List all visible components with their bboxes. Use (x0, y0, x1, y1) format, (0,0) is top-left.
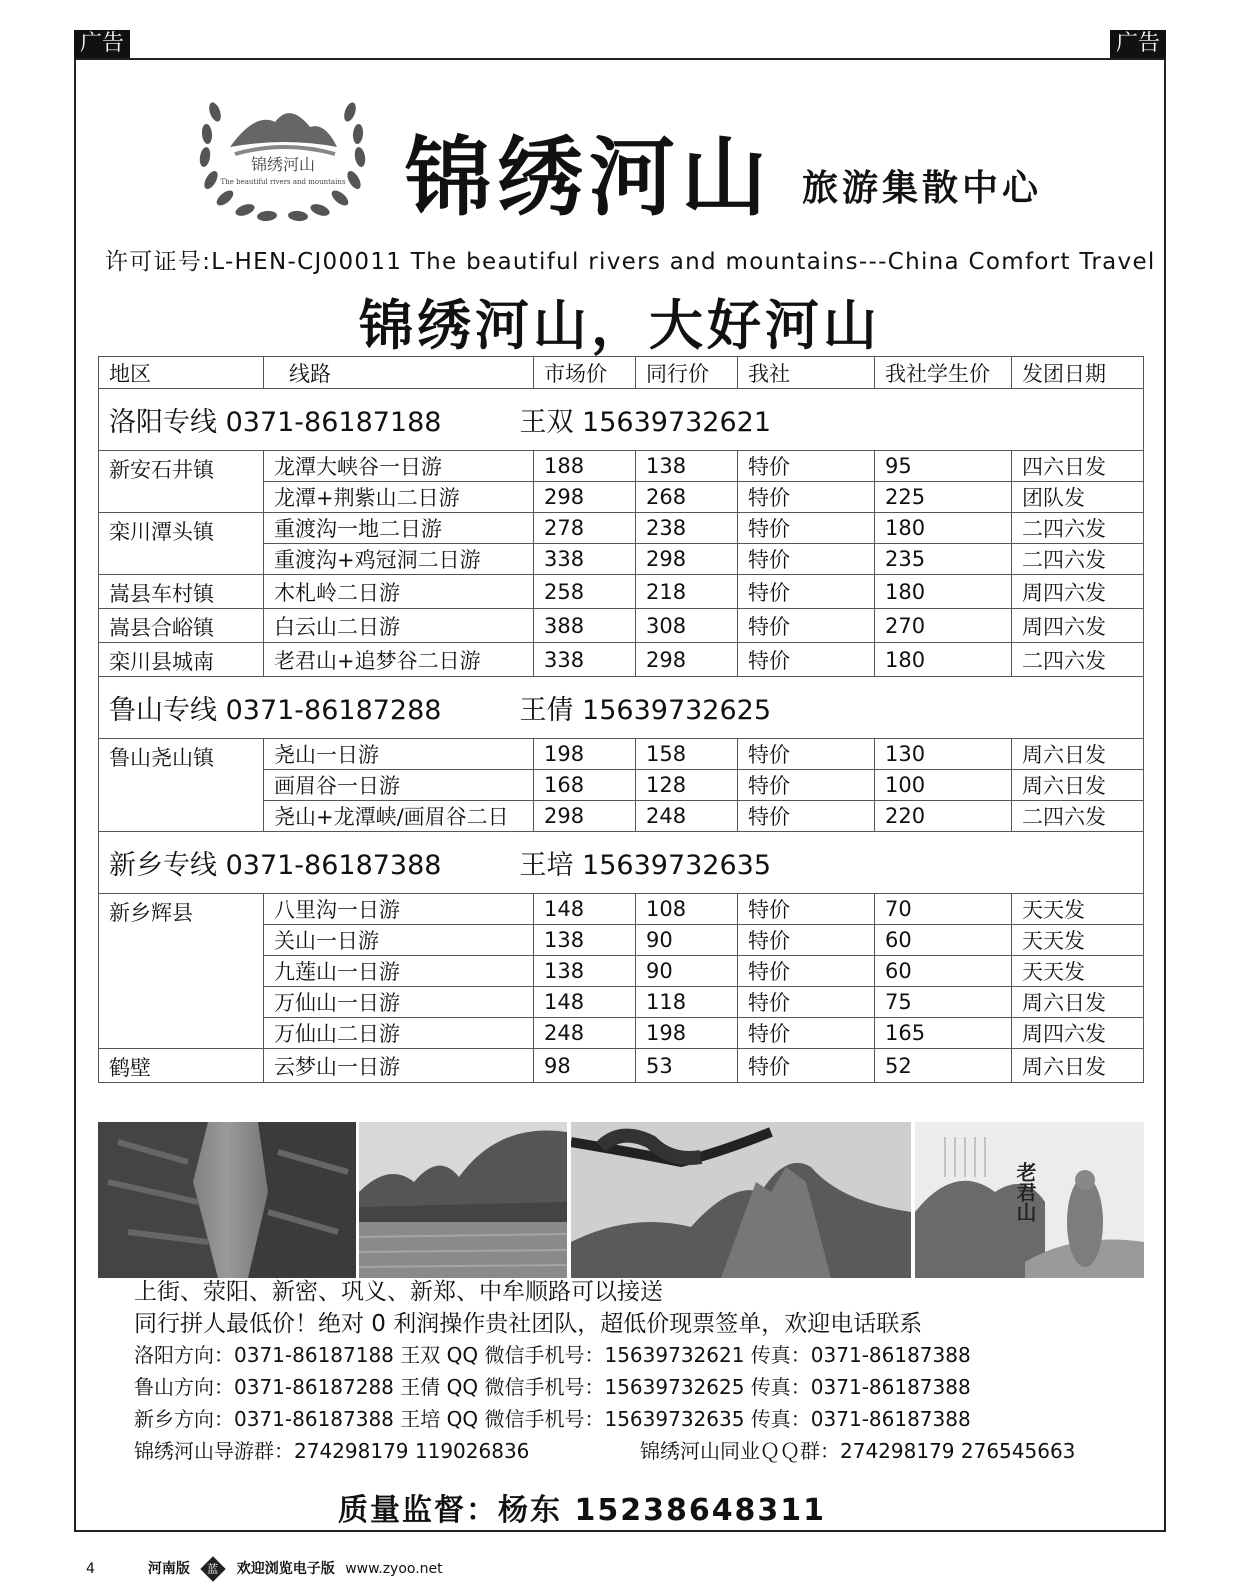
peer-price-cell: 138 (636, 451, 738, 482)
peer-price-cell: 218 (636, 575, 738, 609)
route-cell: 万仙山一日游 (264, 987, 534, 1018)
dates-cell: 周六日发 (1012, 1049, 1144, 1083)
region-cell: 嵩县车村镇 (99, 575, 264, 609)
section-line-row (99, 677, 1144, 739)
our-price-cell: 特价 (738, 1049, 875, 1083)
our-price-cell: 特价 (738, 1018, 875, 1049)
page-number: 4 (86, 1561, 95, 1577)
student-price-cell: 180 (875, 643, 1012, 677)
diamond-badge-icon: 蓝 (201, 1556, 226, 1581)
header-peer-price: 同行价 (636, 357, 738, 389)
line-contact: 王双 15639732621 (519, 407, 772, 438)
route-cell: 云梦山一日游 (264, 1049, 534, 1083)
route-price-table (98, 356, 1144, 1083)
table-header-row (99, 357, 1144, 389)
student-price-cell: 270 (875, 609, 1012, 643)
market-price-cell: 168 (534, 770, 636, 801)
photo-caption: 老君山 (1013, 1162, 1037, 1222)
market-price-cell: 138 (534, 956, 636, 987)
peer-price-cell: 90 (636, 956, 738, 987)
region-cell: 鲁山尧山镇 (99, 739, 264, 832)
edition-label: 河南版 (147, 1561, 190, 1577)
peer-price-cell: 248 (636, 801, 738, 832)
dates-cell: 二四六发 (1012, 544, 1144, 575)
dates-cell: 周四六发 (1012, 1018, 1144, 1049)
dates-cell: 二四六发 (1012, 801, 1144, 832)
region-cell: 新安石井镇 (99, 451, 264, 513)
brand-subtitle: 旅游集散中心 (802, 168, 1043, 209)
pickup-note: 上街、荥阳、新密、巩义、新郑、中牟顺路可以接送 (134, 1279, 663, 1305)
pine-peak-photo (571, 1122, 911, 1278)
table-row (99, 643, 1144, 677)
region-cell: 鹤壁 (99, 1049, 264, 1083)
contact-luoyang: 洛阳方向：0371-86187188 王双 QQ 微信手机号：15639732621 传真：0371-86187388 (134, 1343, 971, 1367)
student-price-cell: 52 (875, 1049, 1012, 1083)
route-cell: 九莲山一日游 (264, 956, 534, 987)
route-cell: 重渡沟+鸡冠洞二日游 (264, 544, 534, 575)
our-price-cell: 特价 (738, 451, 875, 482)
header-student-price: 我社学生价 (875, 357, 1012, 389)
region-cell: 栾川县城南 (99, 643, 264, 677)
section-line-row (99, 832, 1144, 894)
table-row (99, 894, 1144, 925)
market-price-cell: 258 (534, 575, 636, 609)
dates-cell: 四六日发 (1012, 451, 1144, 482)
student-price-cell: 100 (875, 770, 1012, 801)
dates-cell: 天天发 (1012, 925, 1144, 956)
dates-cell: 周四六发 (1012, 609, 1144, 643)
market-price-cell: 98 (534, 1049, 636, 1083)
market-price-cell: 248 (534, 1018, 636, 1049)
section-line-cell (99, 677, 1144, 739)
route-cell: 尧山一日游 (264, 739, 534, 770)
our-price-cell: 特价 (738, 575, 875, 609)
quality-supervision: 质量监督：杨东 15238648311 (338, 1493, 827, 1528)
student-price-cell: 225 (875, 482, 1012, 513)
student-price-cell: 60 (875, 956, 1012, 987)
our-price-cell: 特价 (738, 544, 875, 575)
our-price-cell: 特价 (738, 925, 875, 956)
student-price-cell: 165 (875, 1018, 1012, 1049)
peer-price-note: 同行拼人最低价！绝对 0 利润操作贵社团队，超低价现票签单，欢迎电话联系 (134, 1311, 923, 1337)
section-line-cell (99, 832, 1144, 894)
market-price-cell: 278 (534, 513, 636, 544)
dates-cell: 团队发 (1012, 482, 1144, 513)
market-price-cell: 198 (534, 739, 636, 770)
student-price-cell: 180 (875, 575, 1012, 609)
peer-price-cell: 298 (636, 643, 738, 677)
peer-price-cell: 158 (636, 739, 738, 770)
table-row (99, 609, 1144, 643)
line-contact: 王倩 15639732625 (519, 695, 772, 726)
laurel-mountain-logo-icon (195, 92, 370, 222)
header-route: 线路 (264, 357, 534, 389)
market-price-cell: 148 (534, 987, 636, 1018)
student-price-cell: 70 (875, 894, 1012, 925)
market-price-cell: 298 (534, 482, 636, 513)
brand-name: 锦绣河山 (405, 128, 773, 228)
peer-price-cell: 298 (636, 544, 738, 575)
section-line-row (99, 389, 1144, 451)
peer-price-cell: 308 (636, 609, 738, 643)
contact-xinxiang: 新乡方向：0371-86187388 王培 QQ 微信手机号：15639732635 传真：0371-86187388 (134, 1407, 971, 1431)
our-price-cell: 特价 (738, 987, 875, 1018)
contact-lushan: 鲁山方向：0371-86187288 王倩 QQ 微信手机号：15639732625 传真：0371-86187388 (134, 1375, 971, 1399)
route-cell: 重渡沟一地二日游 (264, 513, 534, 544)
header-region: 地区 (99, 357, 264, 389)
our-price-cell: 特价 (738, 643, 875, 677)
region-cell: 嵩县合峪镇 (99, 609, 264, 643)
dates-cell: 天天发 (1012, 956, 1144, 987)
header-market-price: 市场价 (534, 357, 636, 389)
line-contact: 王培 15639732635 (519, 850, 772, 881)
route-cell: 关山一日游 (264, 925, 534, 956)
ad-tag-right: 广告 (1110, 30, 1166, 58)
website-link[interactable]: www.zyoo.net (345, 1561, 443, 1577)
table-row (99, 739, 1144, 770)
table-row (99, 513, 1144, 544)
page-footer (86, 1558, 443, 1578)
dates-cell: 周六日发 (1012, 770, 1144, 801)
region-cell: 新乡辉县 (99, 894, 264, 1049)
market-price-cell: 338 (534, 643, 636, 677)
market-price-cell: 148 (534, 894, 636, 925)
route-cell: 木札岭二日游 (264, 575, 534, 609)
route-cell: 老君山+追梦谷二日游 (264, 643, 534, 677)
dates-cell: 二四六发 (1012, 513, 1144, 544)
market-price-cell: 188 (534, 451, 636, 482)
svg-text:The beautiful rivers and mount: The beautiful rivers and mountains (220, 178, 346, 186)
line-hotline: 鲁山专线 0371-86187288 (109, 695, 442, 726)
peer-price-cell: 108 (636, 894, 738, 925)
student-price-cell: 75 (875, 987, 1012, 1018)
table-row (99, 451, 1144, 482)
peer-price-cell: 198 (636, 1018, 738, 1049)
peer-price-cell: 118 (636, 987, 738, 1018)
scenic-photo-strip (98, 1122, 1144, 1280)
our-price-cell: 特价 (738, 956, 875, 987)
route-cell: 龙潭大峡谷一日游 (264, 451, 534, 482)
student-price-cell: 95 (875, 451, 1012, 482)
route-cell: 万仙山二日游 (264, 1018, 534, 1049)
dates-cell: 周四六发 (1012, 575, 1144, 609)
peer-price-cell: 268 (636, 482, 738, 513)
peer-price-cell: 90 (636, 925, 738, 956)
header-departure-dates: 发团日期 (1012, 357, 1144, 389)
dates-cell: 周六日发 (1012, 987, 1144, 1018)
market-price-cell: 138 (534, 925, 636, 956)
our-price-cell: 特价 (738, 513, 875, 544)
e-edition-text: 欢迎浏览电子版 (236, 1561, 335, 1577)
ad-tag-left: 广告 (74, 30, 130, 58)
our-price-cell: 特价 (738, 739, 875, 770)
dates-cell: 天天发 (1012, 894, 1144, 925)
peer-price-cell: 128 (636, 770, 738, 801)
route-cell: 龙潭+荆紫山二日游 (264, 482, 534, 513)
license-line: 许可证号:L-HEN-CJ00011 The beautiful rivers and mountains---China Comfort Travel (105, 249, 1156, 275)
route-cell: 尧山+龙潭峡/画眉谷二日 (264, 801, 534, 832)
student-price-cell: 180 (875, 513, 1012, 544)
student-price-cell: 60 (875, 925, 1012, 956)
student-price-cell: 130 (875, 739, 1012, 770)
laojunshan-photo (915, 1122, 1144, 1278)
line-hotline: 新乡专线 0371-86187388 (109, 850, 442, 881)
our-price-cell: 特价 (738, 770, 875, 801)
student-price-cell: 220 (875, 801, 1012, 832)
student-price-cell: 235 (875, 544, 1012, 575)
peer-price-cell: 53 (636, 1049, 738, 1083)
dates-cell: 二四六发 (1012, 643, 1144, 677)
market-price-cell: 388 (534, 609, 636, 643)
section-line-cell (99, 389, 1144, 451)
market-price-cell: 298 (534, 801, 636, 832)
svg-text:锦绣河山: 锦绣河山 (250, 155, 316, 174)
our-price-cell: 特价 (738, 609, 875, 643)
market-price-cell: 338 (534, 544, 636, 575)
header-our-price: 我社 (738, 357, 875, 389)
dates-cell: 周六日发 (1012, 739, 1144, 770)
our-price-cell: 特价 (738, 482, 875, 513)
peer-qq-group: 锦绣河山同业ＱＱ群：274298179 276545663 (640, 1439, 1076, 1463)
slogan: 锦绣河山，大好河山 (359, 294, 881, 357)
guide-group: 锦绣河山导游群：274298179 119026836 (134, 1439, 530, 1463)
line-hotline: 洛阳专线 0371-86187188 (109, 407, 442, 438)
canyon-photo (98, 1122, 356, 1278)
peer-price-cell: 238 (636, 513, 738, 544)
our-price-cell: 特价 (738, 894, 875, 925)
our-price-cell: 特价 (738, 801, 875, 832)
route-cell: 白云山二日游 (264, 609, 534, 643)
region-cell: 栾川潭头镇 (99, 513, 264, 575)
table-row (99, 1049, 1144, 1083)
lake-mountain-photo (359, 1122, 567, 1278)
table-row (99, 575, 1144, 609)
route-cell: 八里沟一日游 (264, 894, 534, 925)
route-cell: 画眉谷一日游 (264, 770, 534, 801)
